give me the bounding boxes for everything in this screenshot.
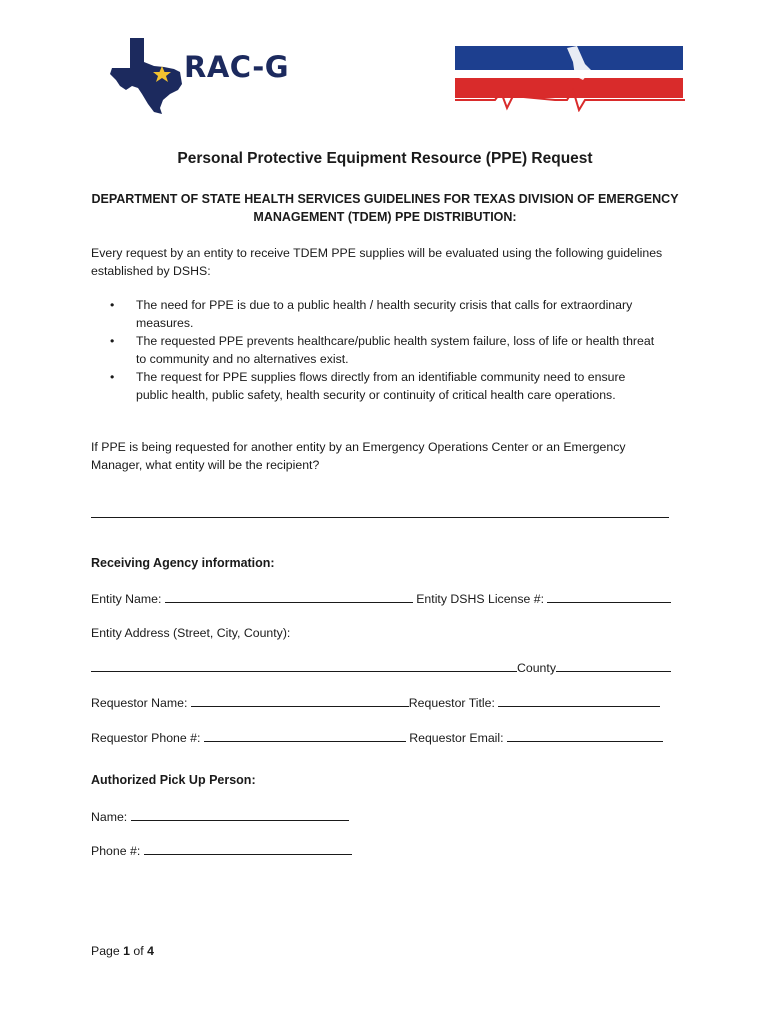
intro-paragraph <box>91 244 683 280</box>
guidelines-heading-line1: DEPARTMENT OF STATE HEALTH SERVICES GUIDELINES FOR TEXAS DIVISION OF EMERGENCY <box>91 192 679 206</box>
pickup-name-label: Name: <box>91 810 128 824</box>
recipient-entity-field[interactable] <box>91 506 676 521</box>
entity-address-field[interactable] <box>91 660 517 672</box>
entity-address-row <box>91 660 676 675</box>
recipient-question-line1: If PPE is being requested for another entity by an Emergency Operations Center or an Emergency <box>91 440 626 454</box>
entity-name-row <box>91 591 676 606</box>
netrac-logo-graphic <box>455 40 685 112</box>
rac-g-logo <box>108 36 308 116</box>
receiving-agency-heading: Receiving Agency information: <box>91 556 275 570</box>
entity-license-label: Entity DSHS License #: <box>416 592 545 606</box>
page-title: Personal Protective Equipment Resource (PPE) Request <box>177 150 593 167</box>
list-item <box>110 332 680 368</box>
list-item-line2: public health, public safety, health security or continuity of critical health care operations. <box>136 388 616 402</box>
netrac-logo <box>455 40 685 112</box>
list-item-line2: measures. <box>136 316 194 330</box>
bullet-icon: • <box>110 334 115 348</box>
page-of-label: of <box>133 944 144 958</box>
intro-line2: established by DSHS: <box>91 264 211 278</box>
list-item-line1: The request for PPE supplies flows directly from an identifiable community need to ensure <box>136 370 626 384</box>
requestor-name-row <box>91 695 676 710</box>
requestor-name-label: Requestor Name: <box>91 696 188 710</box>
requestor-title-field[interactable] <box>498 695 660 707</box>
texas-map-icon <box>108 36 188 116</box>
list-item-line2: to community and no alternatives exist. <box>136 352 349 366</box>
bullet-icon: • <box>110 370 115 384</box>
requestor-email-label: Requestor Email: <box>409 731 504 745</box>
county-field[interactable] <box>556 660 671 672</box>
page-label: Page <box>91 944 120 958</box>
entity-address-label: Entity Address (Street, City, County): <box>91 626 291 640</box>
requestor-phone-label: Requestor Phone #: <box>91 731 201 745</box>
entity-license-field[interactable] <box>547 591 671 603</box>
list-item <box>110 368 680 404</box>
entity-name-field[interactable] <box>165 591 413 603</box>
entity-name-label: Entity Name: <box>91 592 162 606</box>
list-item <box>110 296 680 332</box>
requestor-email-field[interactable] <box>507 730 663 742</box>
pickup-name-row <box>91 809 676 824</box>
pickup-person-heading: Authorized Pick Up Person: <box>91 773 256 787</box>
requestor-phone-field[interactable] <box>204 730 406 742</box>
bullet-icon: • <box>110 298 115 312</box>
recipient-question <box>91 438 683 474</box>
requestor-name-field[interactable] <box>191 695 409 707</box>
list-item-line1: The requested PPE prevents healthcare/public health system failure, loss of life or health threat <box>136 334 655 348</box>
page-number <box>91 944 154 958</box>
guidelines-list <box>110 296 680 404</box>
recipient-question-line2: Manager, what entity will be the recipient? <box>91 458 320 472</box>
pickup-phone-label: Phone #: <box>91 844 141 858</box>
requestor-phone-row <box>91 730 676 745</box>
pickup-phone-field[interactable] <box>144 843 352 855</box>
page-total: 4 <box>147 944 154 958</box>
guidelines-heading-line2: MANAGEMENT (TDEM) PPE DISTRIBUTION: <box>253 210 517 224</box>
requestor-title-label: Requestor Title: <box>408 696 495 710</box>
rac-g-logo-text: RAC-G <box>184 50 290 84</box>
county-label: County <box>517 661 556 675</box>
intro-line1: Every request by an entity to receive TDEM PPE supplies will be evaluated using the following guidelines <box>91 246 663 260</box>
recipient-entity-line[interactable] <box>91 506 669 518</box>
pickup-name-field[interactable] <box>131 809 349 821</box>
page-current: 1 <box>123 944 130 958</box>
guidelines-heading <box>90 190 680 226</box>
list-item-line1: The need for PPE is due to a public health / health security crisis that calls for extraordinary <box>136 298 633 312</box>
pickup-phone-row <box>91 843 676 858</box>
